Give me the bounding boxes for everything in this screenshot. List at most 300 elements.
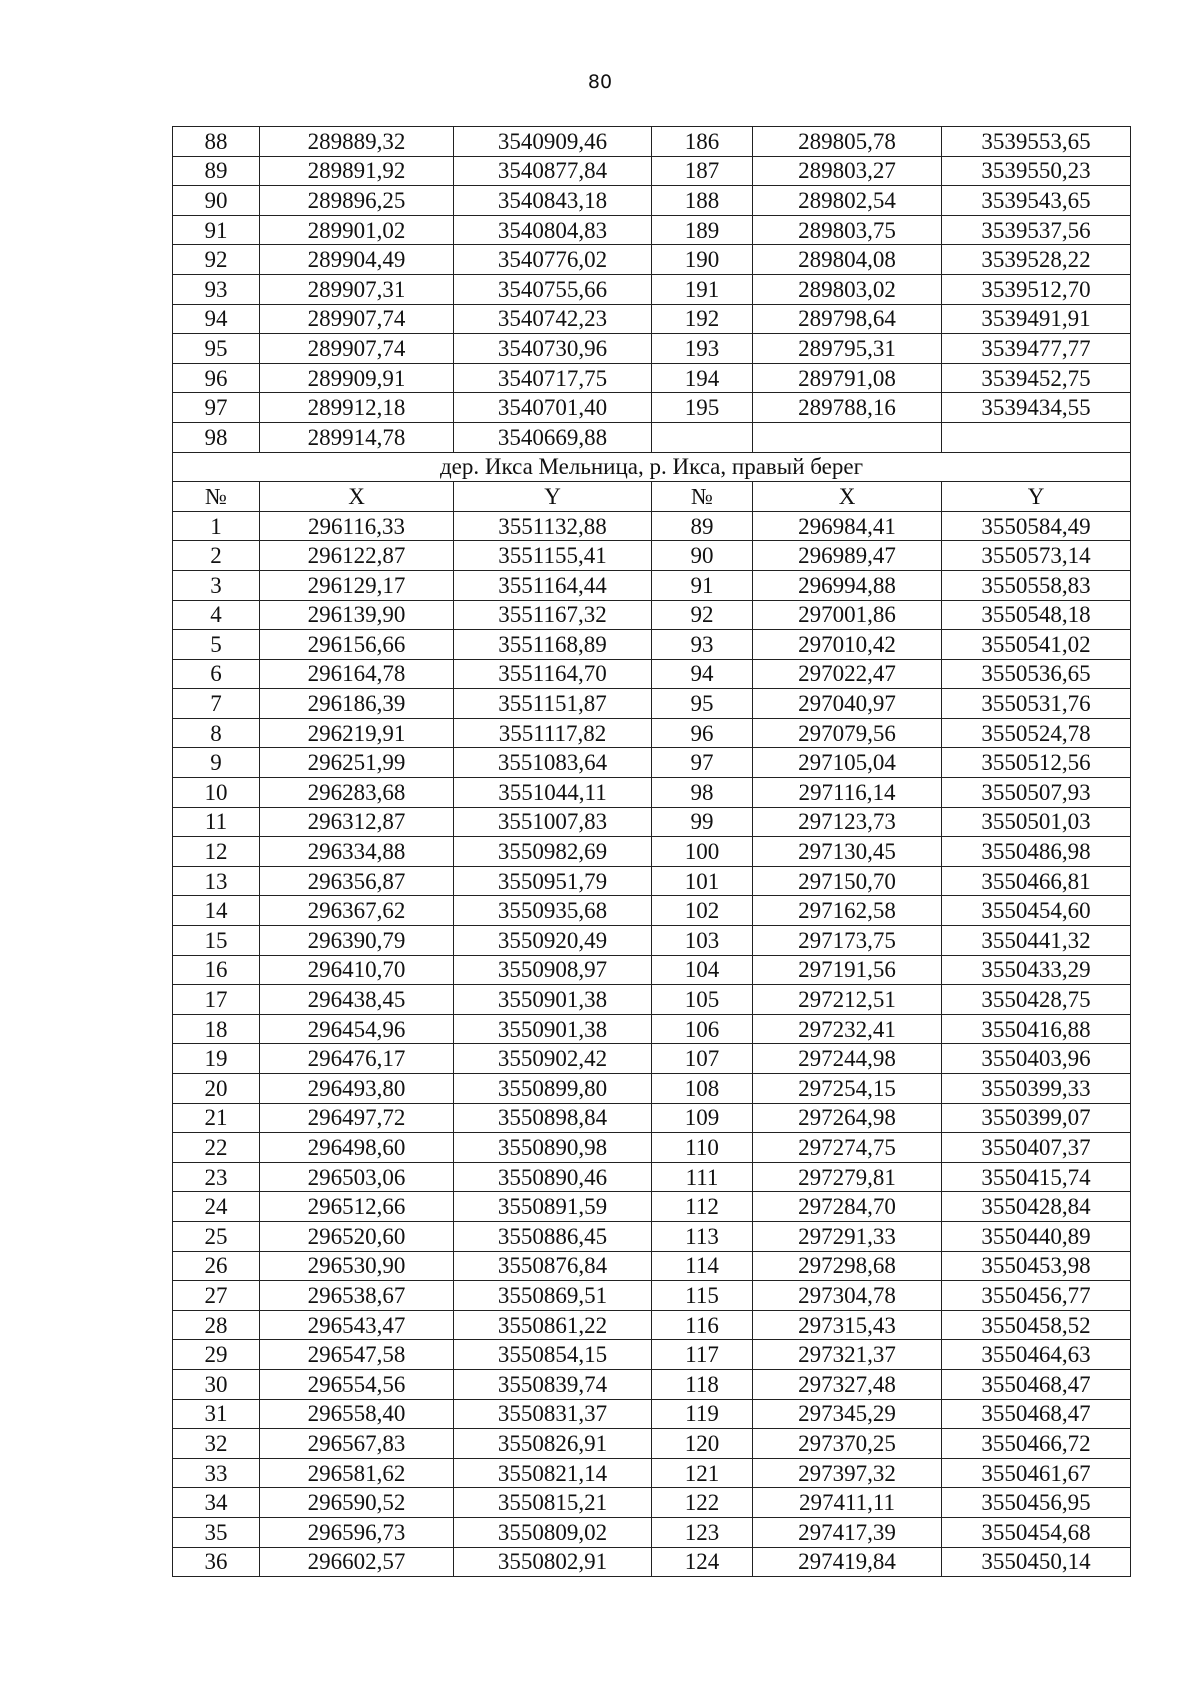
point-number-cell: 14 (173, 896, 260, 926)
table-row (173, 600, 1131, 630)
header-y: Y (454, 482, 652, 512)
point-number-cell: 122 (652, 1488, 753, 1518)
x-coordinate-cell: 296283,68 (260, 778, 454, 808)
table-row (173, 215, 1131, 245)
x-coordinate-cell: 296156,66 (260, 630, 454, 660)
x-coordinate-cell: 297191,56 (753, 955, 942, 985)
table-row (173, 422, 1131, 452)
y-coordinate-cell: 3550899,80 (454, 1074, 652, 1104)
y-coordinate-cell: 3550456,95 (942, 1488, 1131, 1518)
point-number-cell: 15 (173, 926, 260, 956)
x-coordinate-cell: 296186,39 (260, 689, 454, 719)
section-group (173, 452, 1131, 511)
x-coordinate-cell: 297244,98 (753, 1044, 942, 1074)
y-coordinate-cell: 3550468,47 (942, 1399, 1131, 1429)
x-coordinate-cell: 297254,15 (753, 1074, 942, 1104)
table-row (173, 1369, 1131, 1399)
x-coordinate-cell: 296984,41 (753, 511, 942, 541)
y-coordinate-cell: 3540717,75 (454, 363, 652, 393)
x-coordinate-cell: 296312,87 (260, 807, 454, 837)
x-coordinate-cell: 297040,97 (753, 689, 942, 719)
y-coordinate-cell: 3550826,91 (454, 1429, 652, 1459)
x-coordinate-cell: 297279,81 (753, 1162, 942, 1192)
table-row (173, 1192, 1131, 1222)
point-number-cell: 27 (173, 1281, 260, 1311)
x-coordinate-cell: 296567,83 (260, 1429, 454, 1459)
table-row (173, 1340, 1131, 1370)
x-coordinate-cell: 297327,48 (753, 1369, 942, 1399)
point-number-cell: 187 (652, 156, 753, 186)
point-number-cell: 194 (652, 363, 753, 393)
point-number-cell: 95 (173, 334, 260, 364)
x-coordinate-cell: 297232,41 (753, 1014, 942, 1044)
point-number-cell: 26 (173, 1251, 260, 1281)
x-coordinate-cell: 296989,47 (753, 541, 942, 571)
y-coordinate-cell: 3540742,23 (454, 304, 652, 334)
y-coordinate-cell: 3550541,02 (942, 630, 1131, 660)
x-coordinate-cell: 289798,64 (753, 304, 942, 334)
y-coordinate-cell: 3550908,97 (454, 955, 652, 985)
point-number-cell: 93 (173, 274, 260, 304)
x-coordinate-cell: 296558,40 (260, 1399, 454, 1429)
x-coordinate-cell: 296602,57 (260, 1547, 454, 1577)
y-coordinate-cell: 3550468,47 (942, 1369, 1131, 1399)
x-coordinate-cell: 296116,33 (260, 511, 454, 541)
point-number-cell: 97 (173, 393, 260, 423)
x-coordinate-cell: 289795,31 (753, 334, 942, 364)
x-coordinate-cell: 297417,39 (753, 1517, 942, 1547)
x-coordinate-cell: 296251,99 (260, 748, 454, 778)
point-number-cell: 110 (652, 1133, 753, 1163)
y-coordinate-cell: 3540701,40 (454, 393, 652, 423)
y-coordinate-cell: 3550399,33 (942, 1074, 1131, 1104)
y-coordinate-cell: 3540909,46 (454, 127, 652, 157)
bottom-rows-group (173, 511, 1131, 1576)
y-coordinate-cell: 3550901,38 (454, 1014, 652, 1044)
y-coordinate-cell: 3550407,37 (942, 1133, 1131, 1163)
table-row (173, 1133, 1131, 1163)
point-number-cell: 90 (652, 541, 753, 571)
table-row (173, 807, 1131, 837)
y-coordinate-cell: 3550512,56 (942, 748, 1131, 778)
point-number-cell: 97 (652, 748, 753, 778)
table-row (173, 718, 1131, 748)
y-coordinate-cell: 3539543,65 (942, 186, 1131, 216)
point-number-cell: 6 (173, 659, 260, 689)
x-coordinate-cell: 297130,45 (753, 837, 942, 867)
table-row (173, 1014, 1131, 1044)
y-coordinate-cell: 3550454,68 (942, 1517, 1131, 1547)
table-row (173, 1547, 1131, 1577)
x-coordinate-cell: 296512,66 (260, 1192, 454, 1222)
point-number-cell: 90 (173, 186, 260, 216)
header-number: № (652, 482, 753, 512)
x-coordinate-cell: 289802,54 (753, 186, 942, 216)
point-number-cell: 123 (652, 1517, 753, 1547)
y-coordinate-cell: 3551151,87 (454, 689, 652, 719)
x-coordinate-cell: 297321,37 (753, 1340, 942, 1370)
y-coordinate-cell: 3550982,69 (454, 837, 652, 867)
y-coordinate-cell: 3550890,98 (454, 1133, 652, 1163)
y-coordinate-cell: 3540730,96 (454, 334, 652, 364)
table-row (173, 778, 1131, 808)
point-number-cell: 102 (652, 896, 753, 926)
y-coordinate-cell: 3550854,15 (454, 1340, 652, 1370)
x-coordinate-cell: 289896,25 (260, 186, 454, 216)
x-coordinate-cell: 296503,06 (260, 1162, 454, 1192)
y-coordinate-cell (942, 422, 1131, 452)
table-row (173, 985, 1131, 1015)
table-row (173, 866, 1131, 896)
table-row (173, 896, 1131, 926)
x-coordinate-cell: 297304,78 (753, 1281, 942, 1311)
x-coordinate-cell: 297264,98 (753, 1103, 942, 1133)
y-coordinate-cell: 3540776,02 (454, 245, 652, 275)
y-coordinate-cell: 3551044,11 (454, 778, 652, 808)
point-number-cell: 103 (652, 926, 753, 956)
table-row (173, 1488, 1131, 1518)
y-coordinate-cell: 3550524,78 (942, 718, 1131, 748)
point-number-cell: 115 (652, 1281, 753, 1311)
y-coordinate-cell: 3539477,77 (942, 334, 1131, 364)
y-coordinate-cell: 3550815,21 (454, 1488, 652, 1518)
point-number-cell: 112 (652, 1192, 753, 1222)
y-coordinate-cell: 3550920,49 (454, 926, 652, 956)
y-coordinate-cell: 3550548,18 (942, 600, 1131, 630)
header-x: X (753, 482, 942, 512)
table-row (173, 304, 1131, 334)
point-number-cell: 89 (652, 511, 753, 541)
table-row (173, 689, 1131, 719)
x-coordinate-cell: 297162,58 (753, 896, 942, 926)
y-coordinate-cell: 3551132,88 (454, 511, 652, 541)
point-number-cell: 100 (652, 837, 753, 867)
y-coordinate-cell: 3550809,02 (454, 1517, 652, 1547)
x-coordinate-cell: 296498,60 (260, 1133, 454, 1163)
x-coordinate-cell: 297173,75 (753, 926, 942, 956)
point-number-cell: 13 (173, 866, 260, 896)
x-coordinate-cell: 297345,29 (753, 1399, 942, 1429)
x-coordinate-cell: 296122,87 (260, 541, 454, 571)
x-coordinate-cell: 297079,56 (753, 718, 942, 748)
point-number-cell: 99 (652, 807, 753, 837)
point-number-cell: 91 (173, 215, 260, 245)
x-coordinate-cell: 297022,47 (753, 659, 942, 689)
x-coordinate-cell: 297116,14 (753, 778, 942, 808)
table-row (173, 1458, 1131, 1488)
point-number-cell: 191 (652, 274, 753, 304)
point-number-cell: 104 (652, 955, 753, 985)
y-coordinate-cell: 3550403,96 (942, 1044, 1131, 1074)
table-row (173, 1221, 1131, 1251)
table-row (173, 245, 1131, 275)
point-number-cell: 188 (652, 186, 753, 216)
x-coordinate-cell: 297274,75 (753, 1133, 942, 1163)
point-number-cell: 195 (652, 393, 753, 423)
point-number-cell: 5 (173, 630, 260, 660)
point-number-cell: 114 (652, 1251, 753, 1281)
table-row (173, 1103, 1131, 1133)
x-coordinate-cell: 296476,17 (260, 1044, 454, 1074)
y-coordinate-cell: 3551167,32 (454, 600, 652, 630)
table-row (173, 274, 1131, 304)
point-number-cell: 33 (173, 1458, 260, 1488)
x-coordinate-cell: 296356,87 (260, 866, 454, 896)
x-coordinate-cell: 296410,70 (260, 955, 454, 985)
y-coordinate-cell: 3550441,32 (942, 926, 1131, 956)
point-number-cell: 9 (173, 748, 260, 778)
x-coordinate-cell: 289891,92 (260, 156, 454, 186)
x-coordinate-cell: 297010,42 (753, 630, 942, 660)
y-coordinate-cell: 3550453,98 (942, 1251, 1131, 1281)
x-coordinate-cell: 296334,88 (260, 837, 454, 867)
y-coordinate-cell: 3551155,41 (454, 541, 652, 571)
point-number-cell: 20 (173, 1074, 260, 1104)
table-row (173, 1044, 1131, 1074)
point-number-cell: 120 (652, 1429, 753, 1459)
point-number-cell: 19 (173, 1044, 260, 1074)
point-number-cell: 96 (173, 363, 260, 393)
point-number-cell: 94 (173, 304, 260, 334)
y-coordinate-cell: 3550458,52 (942, 1310, 1131, 1340)
y-coordinate-cell: 3539434,55 (942, 393, 1131, 423)
point-number-cell: 108 (652, 1074, 753, 1104)
point-number-cell: 116 (652, 1310, 753, 1340)
y-coordinate-cell: 3550415,74 (942, 1162, 1131, 1192)
y-coordinate-cell: 3550456,77 (942, 1281, 1131, 1311)
point-number-cell: 118 (652, 1369, 753, 1399)
x-coordinate-cell: 296538,67 (260, 1281, 454, 1311)
x-coordinate-cell: 296497,72 (260, 1103, 454, 1133)
point-number-cell: 111 (652, 1162, 753, 1192)
x-coordinate-cell: 289914,78 (260, 422, 454, 452)
y-coordinate-cell: 3551168,89 (454, 630, 652, 660)
y-coordinate-cell: 3550891,59 (454, 1192, 652, 1222)
y-coordinate-cell: 3550464,63 (942, 1340, 1131, 1370)
x-coordinate-cell: 297291,33 (753, 1221, 942, 1251)
y-coordinate-cell: 3550839,74 (454, 1369, 652, 1399)
point-number-cell: 117 (652, 1340, 753, 1370)
x-coordinate-cell: 296554,56 (260, 1369, 454, 1399)
point-number-cell: 101 (652, 866, 753, 896)
x-coordinate-cell: 289907,74 (260, 304, 454, 334)
point-number-cell: 23 (173, 1162, 260, 1192)
table-row (173, 570, 1131, 600)
table-row (173, 541, 1131, 571)
table-row (173, 156, 1131, 186)
x-coordinate-cell: 289904,49 (260, 245, 454, 275)
point-number-cell (652, 422, 753, 452)
table-row (173, 1310, 1131, 1340)
table-row (173, 1162, 1131, 1192)
x-coordinate-cell: 289788,16 (753, 393, 942, 423)
y-coordinate-cell: 3550861,22 (454, 1310, 652, 1340)
point-number-cell: 113 (652, 1221, 753, 1251)
y-coordinate-cell: 3551007,83 (454, 807, 652, 837)
x-coordinate-cell: 296493,80 (260, 1074, 454, 1104)
y-coordinate-cell: 3550399,07 (942, 1103, 1131, 1133)
point-number-cell: 4 (173, 600, 260, 630)
top-rows-group (173, 127, 1131, 453)
point-number-cell: 121 (652, 1458, 753, 1488)
y-coordinate-cell: 3550440,89 (942, 1221, 1131, 1251)
page-number: 80 (587, 71, 613, 93)
point-number-cell: 28 (173, 1310, 260, 1340)
point-number-cell: 24 (173, 1192, 260, 1222)
x-coordinate-cell: 296596,73 (260, 1517, 454, 1547)
point-number-cell: 92 (173, 245, 260, 275)
point-number-cell: 3 (173, 570, 260, 600)
table-row (173, 511, 1131, 541)
x-coordinate-cell: 289803,75 (753, 215, 942, 245)
table-row (173, 1281, 1131, 1311)
point-number-cell: 1 (173, 511, 260, 541)
y-coordinate-cell: 3550821,14 (454, 1458, 652, 1488)
y-coordinate-cell: 3540877,84 (454, 156, 652, 186)
header-y: Y (942, 482, 1131, 512)
table-row (173, 630, 1131, 660)
x-coordinate-cell: 296390,79 (260, 926, 454, 956)
x-coordinate-cell: 289805,78 (753, 127, 942, 157)
y-coordinate-cell: 3550507,93 (942, 778, 1131, 808)
table-row (173, 748, 1131, 778)
x-coordinate-cell: 289901,02 (260, 215, 454, 245)
point-number-cell: 34 (173, 1488, 260, 1518)
x-coordinate-cell: 289907,74 (260, 334, 454, 364)
table-row (173, 659, 1131, 689)
point-number-cell: 109 (652, 1103, 753, 1133)
x-coordinate-cell: 296590,52 (260, 1488, 454, 1518)
point-number-cell: 89 (173, 156, 260, 186)
table-row (173, 1429, 1131, 1459)
x-coordinate-cell: 296547,58 (260, 1340, 454, 1370)
y-coordinate-cell: 3550886,45 (454, 1221, 652, 1251)
point-number-cell: 186 (652, 127, 753, 157)
point-number-cell: 8 (173, 718, 260, 748)
point-number-cell: 192 (652, 304, 753, 334)
y-coordinate-cell: 3539491,91 (942, 304, 1131, 334)
x-coordinate-cell: 296139,90 (260, 600, 454, 630)
point-number-cell: 98 (173, 422, 260, 452)
point-number-cell: 31 (173, 1399, 260, 1429)
y-coordinate-cell: 3539528,22 (942, 245, 1131, 275)
point-number-cell: 29 (173, 1340, 260, 1370)
x-coordinate-cell: 296164,78 (260, 659, 454, 689)
point-number-cell: 88 (173, 127, 260, 157)
y-coordinate-cell: 3550536,65 (942, 659, 1131, 689)
x-coordinate-cell: 297315,43 (753, 1310, 942, 1340)
point-number-cell: 189 (652, 215, 753, 245)
y-coordinate-cell: 3550902,42 (454, 1044, 652, 1074)
x-coordinate-cell: 297001,86 (753, 600, 942, 630)
table-row (173, 393, 1131, 423)
y-coordinate-cell: 3550802,91 (454, 1547, 652, 1577)
point-number-cell: 91 (652, 570, 753, 600)
point-number-cell: 12 (173, 837, 260, 867)
x-coordinate-cell: 296994,88 (753, 570, 942, 600)
point-number-cell: 36 (173, 1547, 260, 1577)
x-coordinate-cell: 296581,62 (260, 1458, 454, 1488)
table-row (173, 926, 1131, 956)
y-coordinate-cell: 3539553,65 (942, 127, 1131, 157)
point-number-cell: 10 (173, 778, 260, 808)
y-coordinate-cell: 3540669,88 (454, 422, 652, 452)
y-coordinate-cell: 3550450,14 (942, 1547, 1131, 1577)
table-row (173, 1517, 1131, 1547)
x-coordinate-cell: 289909,91 (260, 363, 454, 393)
point-number-cell: 25 (173, 1221, 260, 1251)
x-coordinate-cell: 289912,18 (260, 393, 454, 423)
x-coordinate-cell: 297212,51 (753, 985, 942, 1015)
y-coordinate-cell: 3551164,44 (454, 570, 652, 600)
y-coordinate-cell: 3540843,18 (454, 186, 652, 216)
x-coordinate-cell: 296530,90 (260, 1251, 454, 1281)
point-number-cell: 95 (652, 689, 753, 719)
y-coordinate-cell: 3550461,67 (942, 1458, 1131, 1488)
header-x: X (260, 482, 454, 512)
y-coordinate-cell: 3550901,38 (454, 985, 652, 1015)
point-number-cell: 190 (652, 245, 753, 275)
table-row (173, 1399, 1131, 1429)
y-coordinate-cell: 3550454,60 (942, 896, 1131, 926)
y-coordinate-cell: 3550890,46 (454, 1162, 652, 1192)
point-number-cell: 30 (173, 1369, 260, 1399)
y-coordinate-cell: 3551164,70 (454, 659, 652, 689)
x-coordinate-cell: 289791,08 (753, 363, 942, 393)
point-number-cell: 7 (173, 689, 260, 719)
point-number-cell: 106 (652, 1014, 753, 1044)
point-number-cell: 107 (652, 1044, 753, 1074)
table-row (173, 334, 1131, 364)
y-coordinate-cell: 3550531,76 (942, 689, 1131, 719)
x-coordinate-cell: 297370,25 (753, 1429, 942, 1459)
y-coordinate-cell: 3550428,75 (942, 985, 1131, 1015)
x-coordinate-cell: 297397,32 (753, 1458, 942, 1488)
point-number-cell: 18 (173, 1014, 260, 1044)
x-coordinate-cell (753, 422, 942, 452)
y-coordinate-cell: 3550558,83 (942, 570, 1131, 600)
y-coordinate-cell: 3550898,84 (454, 1103, 652, 1133)
point-number-cell: 32 (173, 1429, 260, 1459)
point-number-cell: 17 (173, 985, 260, 1015)
y-coordinate-cell: 3551083,64 (454, 748, 652, 778)
y-coordinate-cell: 3550501,03 (942, 807, 1131, 837)
y-coordinate-cell: 3539452,75 (942, 363, 1131, 393)
y-coordinate-cell: 3550428,84 (942, 1192, 1131, 1222)
coordinates-table (172, 126, 1131, 1577)
table-row (173, 186, 1131, 216)
x-coordinate-cell: 297150,70 (753, 866, 942, 896)
x-coordinate-cell: 289907,31 (260, 274, 454, 304)
x-coordinate-cell: 297123,73 (753, 807, 942, 837)
y-coordinate-cell: 3550951,79 (454, 866, 652, 896)
y-coordinate-cell: 3539550,23 (942, 156, 1131, 186)
x-coordinate-cell: 297419,84 (753, 1547, 942, 1577)
x-coordinate-cell: 297284,70 (753, 1192, 942, 1222)
section-title-row (173, 452, 1131, 482)
x-coordinate-cell: 297298,68 (753, 1251, 942, 1281)
y-coordinate-cell: 3540804,83 (454, 215, 652, 245)
x-coordinate-cell: 296367,62 (260, 896, 454, 926)
y-coordinate-cell: 3550831,37 (454, 1399, 652, 1429)
x-coordinate-cell: 289804,08 (753, 245, 942, 275)
point-number-cell: 16 (173, 955, 260, 985)
x-coordinate-cell: 296520,60 (260, 1221, 454, 1251)
x-coordinate-cell: 296438,45 (260, 985, 454, 1015)
x-coordinate-cell: 289803,02 (753, 274, 942, 304)
x-coordinate-cell: 296219,91 (260, 718, 454, 748)
section-title: дер. Икса Мельница, р. Икса, правый берег (173, 452, 1131, 482)
